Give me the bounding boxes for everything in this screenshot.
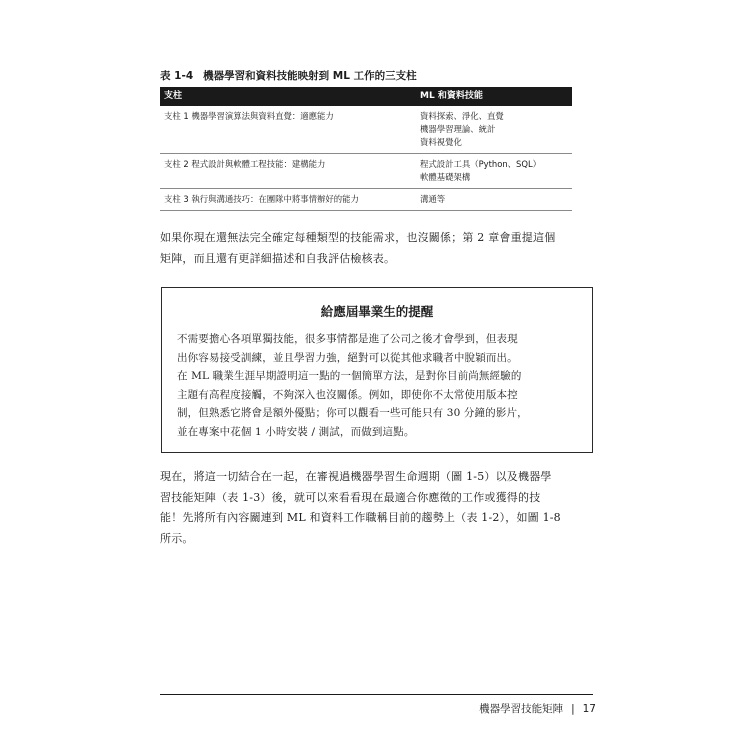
skills-cell bbox=[416, 154, 572, 189]
paragraph-line: 如果你現在還無法完全確定每種類型的技能需求，也沒關係；第 2 章會重提這個 bbox=[160, 231, 556, 244]
table-caption bbox=[160, 69, 580, 83]
column-header-skills: ML 和資料技能 bbox=[416, 87, 572, 106]
table-row bbox=[160, 189, 572, 211]
paragraph-line: 現在，將這一切結合在一起，在審視過機器學習生命週期（圖 1-5）以及機器學 bbox=[160, 470, 552, 483]
skill-item: 資料視覺化 bbox=[420, 137, 462, 147]
pillar-cell: 支柱 3 執行與溝通技巧：在團隊中將事情辦好的能力 bbox=[164, 194, 359, 204]
footer-separator: | bbox=[571, 703, 575, 715]
table-row bbox=[160, 106, 572, 154]
skills-cell bbox=[416, 189, 572, 211]
skill-item: 資料探索、淨化、直覺 bbox=[420, 111, 504, 121]
skills-table bbox=[160, 87, 572, 211]
pillar-cell: 支柱 2 程式設計與軟體工程技能：建構能力 bbox=[164, 159, 326, 169]
page-number: 17 bbox=[582, 703, 596, 715]
tip-box-body bbox=[177, 330, 582, 441]
paragraph-line: 習技能矩陣（表 1-3）後，就可以來看看現在最適合你應徵的工作或獲得的技 bbox=[160, 490, 541, 504]
body-paragraph-1 bbox=[160, 228, 600, 269]
tip-line: 主題有高程度接觸，不夠深入也沒關係。例如，即使你不太常使用版本控 bbox=[177, 388, 518, 401]
tip-box bbox=[161, 287, 593, 453]
paragraph-line: 能！先將所有內容關連到 ML 和資料工作職稱目前的趨勢上（表 1-2），如圖 1-8 bbox=[160, 511, 561, 524]
tip-line: 出你容易接受訓練，並且學習力強，絕對可以從其他求職者中脫穎而出。 bbox=[177, 351, 518, 364]
tip-line: 並在專案中花個 1 小時安裝 / 測試，而做到這點。 bbox=[177, 425, 415, 438]
body-paragraph-2 bbox=[160, 467, 600, 549]
tip-line: 在 ML 職業生涯早期證明這一點的一個簡單方法，是對你目前尚無經驗的 bbox=[177, 370, 522, 382]
running-head: 機器學習技能矩陣 bbox=[479, 703, 564, 715]
skill-item: 機器學習理論、統計 bbox=[420, 124, 496, 134]
tip-line: 不需要擔心各項單獨技能，很多事情都是進了公司之後才會學到，但表現 bbox=[177, 333, 518, 345]
table-row bbox=[160, 154, 572, 189]
table-header-row bbox=[160, 87, 572, 106]
skill-item: 軟體基礎架構 bbox=[420, 172, 471, 182]
tip-box-title: 給應屆畢業生的提醒 bbox=[320, 304, 434, 319]
page-footer bbox=[479, 701, 596, 716]
paragraph-line: 矩陣，而且還有更詳細描述和自我評估檢核表。 bbox=[160, 251, 396, 265]
paragraph-line: 所示。 bbox=[160, 531, 194, 545]
tip-line: 制，但熟悉它將會是額外優點；你可以觀看一些可能只有 30 分鐘的影片， bbox=[177, 407, 528, 419]
skill-item: 溝通等 bbox=[420, 194, 446, 204]
skill-item: 程式設計工具（Python、SQL） bbox=[420, 159, 541, 169]
table-title: 機器學習和資料技能映射到 ML 工作的三支柱 bbox=[203, 70, 417, 82]
footer-divider bbox=[160, 694, 593, 695]
table-number: 表 1-4 bbox=[160, 70, 194, 82]
skills-cell bbox=[416, 106, 572, 154]
pillar-cell: 支柱 1 機器學習演算法與資料直覺：適應能力 bbox=[164, 111, 334, 121]
column-header-pillar: 支柱 bbox=[160, 87, 416, 106]
